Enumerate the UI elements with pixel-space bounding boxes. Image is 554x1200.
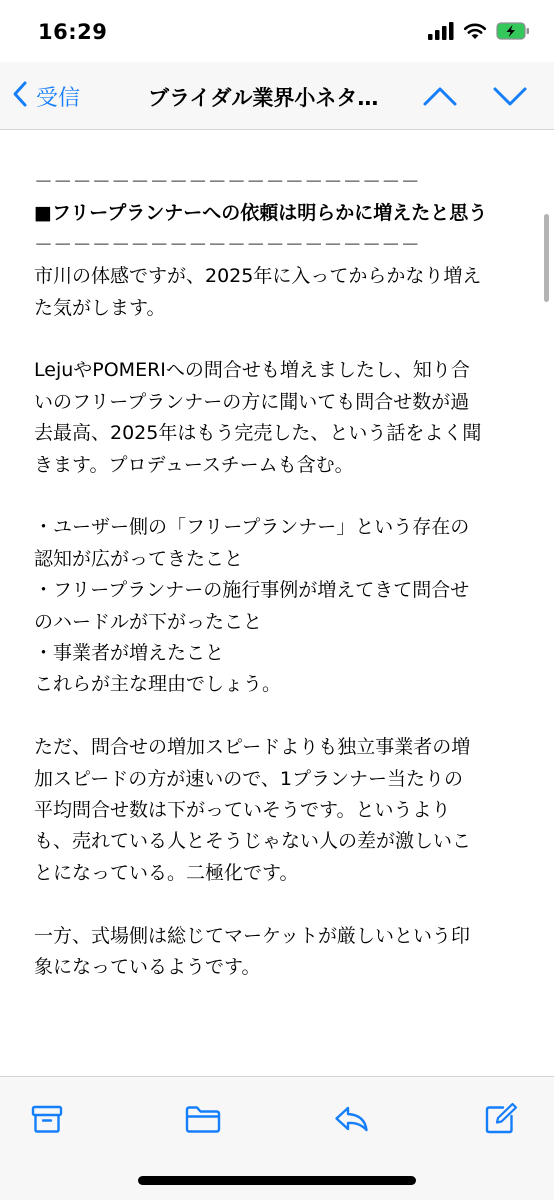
home-indicator[interactable]	[138, 1176, 416, 1185]
paragraph-4	[34, 732, 528, 889]
text-line: きます。プロデュースチームも含む。	[34, 453, 354, 476]
status-icons	[428, 22, 530, 44]
compose-icon	[483, 1102, 519, 1140]
text-line: 象になっているようです。	[34, 956, 261, 979]
cellular-signal-icon	[428, 22, 454, 44]
text-line: 一方、式場側は総じてマーケットが厳しいという印	[34, 924, 471, 947]
archive-button[interactable]	[27, 1101, 67, 1141]
text-line: ・フリープランナーの施行事例が増えてきて問合せ	[34, 579, 470, 602]
paragraph-5	[34, 921, 528, 984]
chevron-left-icon	[12, 80, 28, 112]
text-line: 加スピードの方が速いので、1プランナー当たりの	[34, 767, 463, 790]
chevron-up-icon	[420, 97, 460, 116]
move-to-folder-button[interactable]	[183, 1101, 223, 1141]
reply-button[interactable]	[332, 1101, 372, 1141]
wifi-icon	[463, 22, 487, 44]
text-line: LejuやPOMERIへの問合せも増えましたし、知り合	[34, 359, 470, 382]
text-line: も、売れている人とそうじゃない人の差が激しいこ	[34, 830, 472, 853]
text-line: いのフリープランナーの方に聞いても問合せ数が過	[34, 390, 470, 413]
mail-body	[34, 167, 528, 1015]
section-heading: ■フリープランナーへの依頼は明らかに増えたと思う	[34, 202, 488, 225]
compose-button[interactable]	[481, 1101, 521, 1141]
next-message-button[interactable]	[490, 80, 530, 112]
text-line: これらが主な理由でしょう。	[34, 673, 282, 696]
previous-message-button[interactable]	[420, 80, 460, 112]
back-label: 受信	[36, 85, 81, 111]
text-line: とになっている。二極化です。	[34, 861, 299, 884]
status-time: 16:29	[38, 20, 108, 44]
divider-line: －－－－－－－－－－－－－－－－－－－－	[34, 233, 421, 256]
chevron-down-icon	[490, 97, 530, 116]
back-button[interactable]	[12, 76, 80, 116]
folder-icon	[184, 1103, 222, 1139]
paragraph-2	[34, 355, 528, 481]
archive-icon	[30, 1103, 64, 1139]
mail-subject-title: ブライダル業界小ネタ…	[148, 86, 379, 110]
paragraph-3	[34, 512, 528, 700]
text-line: のハードルが下がったこと	[34, 610, 263, 633]
text-line: ・事業者が増えたこと	[34, 642, 225, 665]
paragraph-1	[34, 261, 528, 324]
text-line: 去最高、2025年はもう完売した、という話をよく聞	[34, 422, 482, 445]
text-line: ・ユーザー側の「フリープランナー」という存在の	[34, 516, 470, 539]
text-line: 市川の体感ですが、2025年に入ってからかなり増え	[34, 265, 482, 288]
text-line: 認知が広がってきたこと	[34, 547, 244, 570]
text-line: ただ、問合せの増加スピードよりも独立事業者の増	[34, 736, 471, 759]
divider-line: －－－－－－－－－－－－－－－－－－－－	[34, 171, 421, 193]
status-bar	[0, 0, 554, 62]
text-line: 平均問合せ数は下がっていそうです。というより	[34, 799, 451, 822]
reply-icon	[333, 1103, 371, 1139]
scrollbar[interactable]	[544, 214, 549, 302]
battery-charging-icon	[496, 22, 530, 44]
nav-bar	[0, 62, 554, 130]
text-line: た気がします。	[34, 296, 166, 319]
